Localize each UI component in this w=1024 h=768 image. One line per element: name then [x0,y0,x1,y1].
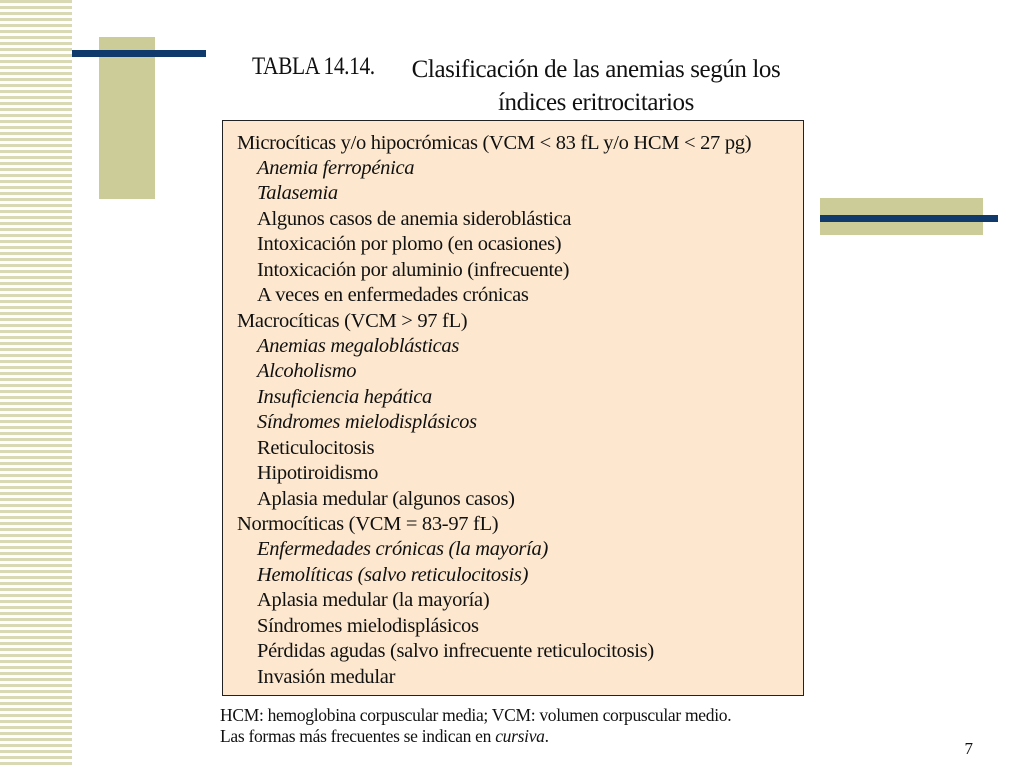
list-item: Algunos casos de anemia sideroblástica [257,208,572,230]
list-item: Alcoholismo [257,360,357,382]
list-item: Intoxicación por plomo (en ocasiones) [257,233,562,255]
list-item: Aplasia medular (la mayoría) [257,589,490,611]
footnote-abbreviations: HCM: hemoglobina corpuscular media; VCM: volumen corpuscular medio. [220,705,732,725]
group-heading-macrocytic: Macrocíticas (VCM > 97 fL) [237,310,468,332]
group-heading-normocytic: Normocíticas (VCM = 83-97 fL) [237,513,499,535]
group-heading-microcytic: Microcíticas y/o hipocrómicas (VCM < 83 fL y/o HCM < 27 pg) [237,132,752,154]
list-item: Hipotiroidismo [257,462,379,484]
footnote-suffix: . [544,726,549,746]
list-item: Talasemia [257,182,338,204]
page-number: 7 [964,739,973,758]
list-item: Anemia ferropénica [257,157,415,179]
list-item: Síndromes mielodisplásicos [257,411,477,433]
slide-title: Clasificación de las anemias según los índices eritrocitarios [411,56,781,116]
list-item: Invasión medular [257,666,396,688]
footnote-italics-note [220,726,549,747]
list-item: Insuficiencia hepática [257,386,432,408]
list-item: Síndromes mielodisplásicos [257,615,479,637]
list-item: Reticulocitosis [257,437,375,459]
list-item: A veces en enfermedades crónicas [257,284,529,306]
table-number-label: TABLA 14.14. [252,53,375,80]
list-item: Anemias megaloblásticas [257,335,460,357]
list-item: Enfermedades crónicas (la mayoría) [257,538,548,560]
list-item: Pérdidas agudas (salvo infrecuente reticulocitosis) [257,640,654,662]
classification-table [222,120,804,696]
right-navy-bar [820,215,998,222]
footnote-prefix: Las formas más frecuentes se indican en [220,726,492,746]
striped-sidebar-decoration [0,0,72,768]
top-left-navy-bar [72,50,206,57]
list-item: Aplasia medular (algunos casos) [257,488,515,510]
list-item: Hemolíticas (salvo reticulocitosis) [257,564,529,586]
footnote-italic-word: cursiva [495,726,545,746]
list-item: Intoxicación por aluminio (infrecuente) [257,259,570,281]
top-left-olive-block [99,37,155,199]
